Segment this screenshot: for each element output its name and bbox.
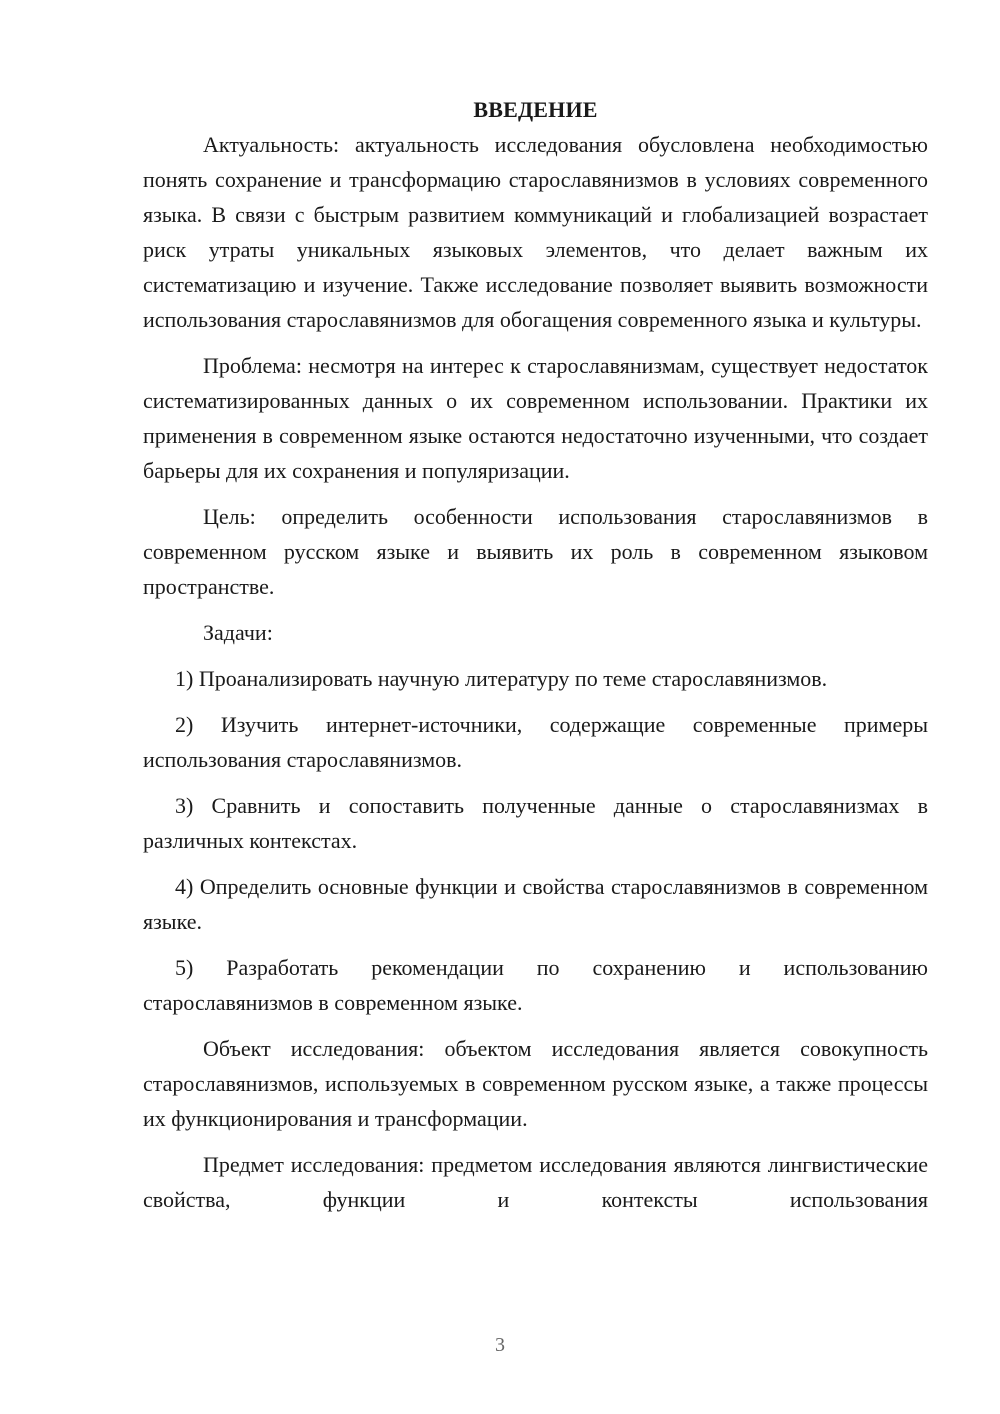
paragraph-problem: Проблема: несмотря на интерес к старославянизмам, существует недостаток систематизированных данных о их современном использовании. Практики их применения в современном языке остаются недостаточно изученными, что создает барьеры для их сохранения и популяризации. — [143, 353, 928, 483]
task-item-5: 5) Разработать рекомендации по сохранению и использованию старославянизмов в современном языке. — [143, 955, 928, 1015]
paragraph-subject: Предмет исследования: предметом исследования являются лингвистические свойства, функции и контексты использования — [143, 1152, 928, 1212]
task-item-3: 3) Сравнить и сопоставить полученные данные о старославянизмах в различных контекстах. — [143, 793, 928, 853]
paragraph-object: Объект исследования: объектом исследования является совокупность старославянизмов, используемых в современном русском языке, а также процессы их функционирования и трансформации. — [143, 1036, 928, 1131]
document-page — [143, 92, 928, 1228]
paragraph-relevance: Актуальность: актуальность исследования обусловлена необходимостью понять сохранение и трансформацию старославянизмов в условиях современного языка. В связи с быстрым развитием коммуникаций и глобализацией возрастает риск утраты уникальных языковых элементов, что делает важным их систематизацию и изучение. Также исследование позволяет выявить возможности использования старославянизмов для обогащения современного языка и культуры. — [143, 132, 928, 332]
task-item-2: 2) Изучить интернет-источники, содержащие современные примеры использования старославянизмов. — [143, 712, 928, 772]
page-title: ВВЕДЕНИЕ — [473, 97, 598, 122]
task-item-4: 4) Определить основные функции и свойства старославянизмов в современном языке. — [143, 874, 928, 934]
paragraph-goal: Цель: определить особенности использования старославянизмов в современном русском языке и выявить их роль в современном языковом пространстве. — [143, 504, 928, 599]
task-item-1: 1) Проанализировать научную литературу по теме старославянизмов. — [175, 666, 828, 691]
page-number: 3 — [495, 1334, 505, 1356]
tasks-label: Задачи: — [203, 620, 273, 645]
